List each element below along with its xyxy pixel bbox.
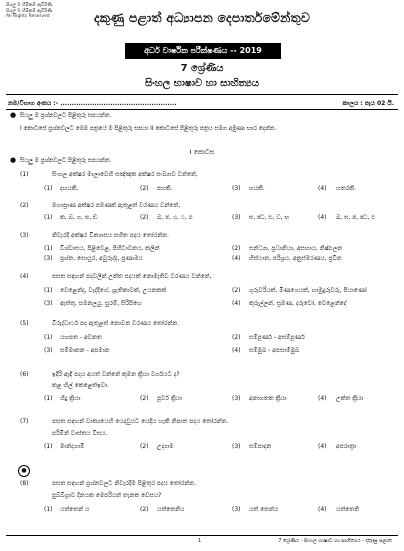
question-text: සිංහල අක්ෂර මාලාවෙහි සඤ්ඤක අක්ෂර සංඛ්‍යාව වන්නේ, <box>52 171 198 178</box>
option-number: (3) <box>44 300 53 307</box>
option-number: (1) <box>44 245 53 252</box>
question-number: (7) <box>20 418 29 425</box>
candidate-divider <box>6 109 398 110</box>
question-number: (1) <box>20 171 29 178</box>
option-text[interactable]: හිස්ථාන, පරිශ්‍රය, අනුස්මරණය, ප්‍රවීන <box>249 255 342 262</box>
question-number: (2) <box>20 202 29 209</box>
name-label: නම/විභාග අංකය :- ................................................... <box>8 100 177 107</box>
option-number: (1) <box>44 287 53 294</box>
footer-text: 7 ශ්‍රේණිය - සිංහල භාෂාව හා සාහිත්‍යය - දකුණු පළාත <box>278 538 392 544</box>
option-number: (3) <box>232 395 241 402</box>
option-text[interactable]: යත්තෙන් ය <box>60 506 90 513</box>
option-number: (3) <box>232 185 241 192</box>
option-number: (4) <box>318 443 327 450</box>
question-text: විරුද්ධාර්ථ පද ඇතුළත් නොවන වරණය තෝරන්න. <box>52 320 180 327</box>
option-number: (2) <box>140 506 149 513</box>
question-text: නිවැරදි අක්ෂර වින්‍යාසය සහිත පදය තෝරන්න. <box>52 232 169 239</box>
option-number: (2) <box>140 214 149 221</box>
term-banner: අර්ධ වාර්ෂික පරීක්ෂණය -- 2019 <box>125 43 281 59</box>
question-number: (8) <box>20 480 29 487</box>
instruction-line: සියලු ම ප්‍රශ්නවලට පිළිතුරු සපයන්න. <box>20 113 112 119</box>
section-title: I කොටස <box>189 149 215 156</box>
option-text[interactable]: උක්ත ක්‍රියා <box>336 395 364 402</box>
option-text[interactable]: විශ්වාසය, පිළිවෙළ, පිහිටාවනය, කලින් <box>60 245 160 252</box>
option-text[interactable]: ගුරුවරියක්, මිණගෙයක්, හාමුදුරුවරු, පියාණෝ <box>249 287 367 294</box>
option-number: (3) <box>44 255 53 262</box>
department-title: දකුණු පළාත් අධ්‍යාපන දෙපාර්තමේන්තුව <box>93 10 311 25</box>
option-number: (2) <box>140 443 149 450</box>
option-text[interactable]: සම්පාදන <box>249 443 272 450</box>
option-text[interactable]: යත්තෙනි <box>336 506 360 513</box>
page-number: 1 <box>198 538 202 544</box>
option-number: (1) <box>44 395 53 402</box>
question-sentence: පරිමින් වාස්තය විසය. <box>52 430 108 437</box>
question-number: (6) <box>20 371 29 378</box>
option-text[interactable]: සම්මානන - අපමාන <box>60 347 110 354</box>
option-text[interactable]: ක, ඛ, ග, ඝ, ඞ <box>60 214 98 221</box>
question-sentence: පුබ්බිග්‍රාව දිනයක මෙපරියන් තැනක වෙසය? <box>52 492 162 499</box>
circle-bullet-icon: ● <box>18 465 30 477</box>
footer-divider <box>6 535 398 536</box>
question-text: ඉදිරි ඇඳි පදය අයත් වන්නේ කුමන ක්‍රියා වර්ගයට ද? <box>52 371 180 378</box>
question-number: (5) <box>20 320 29 327</box>
option-text[interactable]: ඇත්තු, සමනලයු, සුරම්, සිරිපිහෙ <box>60 300 142 307</box>
question-sentence: කළ හිල් කෙළෙත්ඉවා. <box>52 382 110 389</box>
option-number: (3) <box>232 443 241 450</box>
option-number: (2) <box>232 245 241 252</box>
top-divider <box>6 94 398 95</box>
option-text[interactable]: හයකි. <box>249 185 265 192</box>
question-number: (3) <box>20 232 29 239</box>
option-number: (2) <box>140 395 149 402</box>
option-number: (4) <box>318 214 327 221</box>
rights-line: සියලු ම හිමිකම් ඇවිරිණි <box>6 8 53 14</box>
option-number: (3) <box>232 214 241 221</box>
option-number: (4) <box>232 255 241 262</box>
option-text[interactable]: කුරුල්ලන්, ස්‍රමණ, දරුවෝ, වෙළෙන්දේ <box>249 300 347 307</box>
option-number: (3) <box>44 347 53 354</box>
option-text[interactable]: ඝ, ඣ, ඪ, ධ, භ <box>249 214 290 221</box>
option-text[interactable]: සම්මුඛ - අපසාම්මුඛ <box>249 347 300 354</box>
option-number: (4) <box>232 347 241 354</box>
option-number: (1) <box>44 443 53 450</box>
question-text: මහාප්‍රාණ අක්ෂර පමණක් ඇතුළත් වරණය වන්නේ, <box>52 202 181 209</box>
option-number: (1) <box>44 214 53 221</box>
question-number: (4) <box>20 273 29 280</box>
option-number: (4) <box>318 506 327 513</box>
option-number: (3) <box>232 506 241 513</box>
option-text[interactable]: දහයකි. <box>60 185 79 192</box>
bullet-icon: ● <box>10 156 17 164</box>
option-number: (4) <box>318 185 327 192</box>
option-text[interactable]: හතරකි. <box>336 185 356 192</box>
option-text[interactable]: යත් තෙන්ය <box>249 506 279 513</box>
instruction-line: සියලු ම ප්‍රශ්නවලට පිළිතුරු සපයන්න. <box>20 158 112 164</box>
option-text[interactable]: අපරාත්‍රා <box>336 443 357 450</box>
rights-line: සියලු ම හිමිකම් ඇවිරිණි <box>6 3 53 8</box>
option-text[interactable]: සන්ධ්‍යා, ප්‍රධානියා, අසහාය, නිෂ්ඵලන <box>249 245 343 252</box>
instruction-line: I කොටසේ ප්‍රශ්නවලට මෙම පත්‍රයේ ම පිළිතුරු සපයා II කොටසේ පිළිතුරු පත්‍රය සමග අමුණා භාර දෙන්න. <box>20 126 277 132</box>
option-text[interactable]: මාන්දගාමී <box>60 443 85 450</box>
option-number: (1) <box>44 506 53 513</box>
option-number: (2) <box>140 185 149 192</box>
question-text: පසත සඳහන් ප්‍රශ්නවලට නිවැරදිම පිළිතුර පදය තෝරන්න. <box>52 480 196 487</box>
subject-title: සිංහල භාෂාව හා සාහිත්‍යය <box>145 78 259 89</box>
option-text[interactable]: යහපත - අවනත <box>60 334 102 341</box>
rights-line: All Rights Reserved <box>6 14 50 19</box>
option-text[interactable]: යත්තෙනිය <box>157 506 185 513</box>
option-number: (2) <box>232 334 241 341</box>
option-text[interactable]: පහකි. <box>157 185 173 192</box>
option-text[interactable]: ප්‍රශ්න, සොයුර, අවුරුද්ද, ප්‍රණාමය <box>60 255 143 262</box>
option-text[interactable]: හිදු ක්‍රියා <box>60 395 81 402</box>
option-text[interactable]: අනාගතක ක්‍රියා <box>249 395 287 402</box>
option-number: (2) <box>232 287 241 294</box>
option-number: (1) <box>44 185 53 192</box>
question-text: පසත සඳහන් වාක්‍යයෙහි යෙදවුයට යෙදිය හැකි නිපාත පදය තෝරන්න. <box>52 418 229 425</box>
option-number: (4) <box>232 300 241 307</box>
option-text[interactable]: වෙළෙන්දා, වැද්දිගේ, ශ්‍රැතිකාවක්, උයනකක් <box>60 287 167 294</box>
option-text[interactable]: පූර්ව ක්‍රියා <box>157 395 183 402</box>
question-text: පසත සඳහන් පදවලින් උක්ත පදයක් නොමැතිව වරණය වන්නේ, <box>52 273 212 280</box>
time-label: කාලය : පැය 02 යි. <box>342 100 394 107</box>
option-text[interactable]: ඛ, ඝ, ඡ, ඣ, ඵ <box>336 214 376 221</box>
option-number: (4) <box>318 395 327 402</box>
bullet-icon: ● <box>10 111 17 119</box>
option-text[interactable]: ඛ, ඡ, ඨ, ථ, ඵ <box>157 214 193 221</box>
option-text[interactable]: උද්‍යාම <box>157 443 174 450</box>
option-number: (1) <box>44 334 53 341</box>
option-text[interactable]: සම්පූර්ණ - අසම්පූර්ණ <box>249 334 305 341</box>
grade-title: 7 ශ්‍රේණිය <box>180 63 224 74</box>
